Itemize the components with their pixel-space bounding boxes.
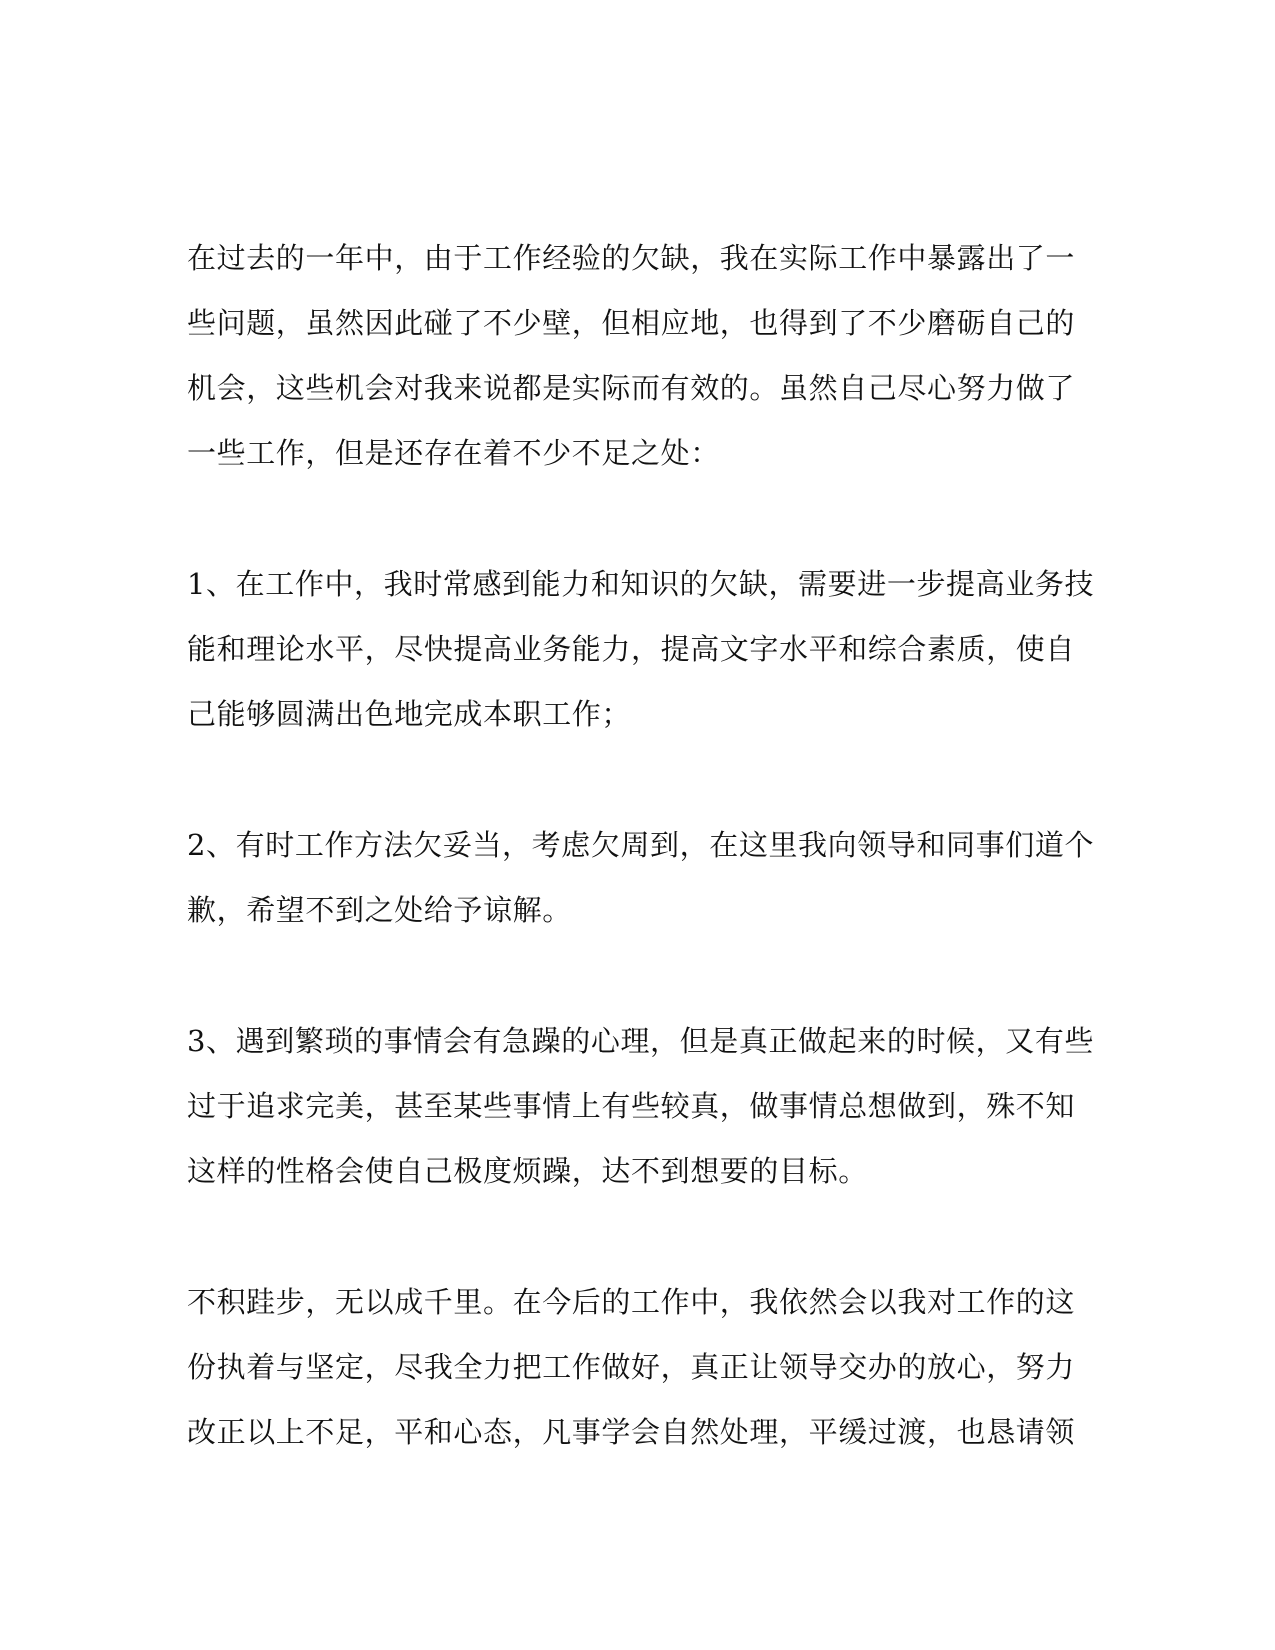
text-line: 这样的性格会使自己极度烦躁，达不到想要的目标。 [187,1154,868,1188]
text-line: 些问题，虽然因此碰了不少壁，但相应地，也得到了不少磨砺自己的 [187,306,1076,340]
text-line: 份执着与坚定，尽我全力把工作做好，真正让领导交办的放心，努力 [187,1350,1076,1384]
text-line: 不积跬步，无以成千里。在今后的工作中，我依然会以我对工作的这 [187,1285,1076,1319]
paragraph-item-2 [187,813,1095,943]
document-body [187,226,1095,1531]
text-line: 2、有时工作方法欠妥当，考虑欠周到，在这里我向领导和同事们道个 [187,828,1095,862]
text-line: 改正以上不足，平和心态，凡事学会自然处理，平缓过渡，也恳请领 [187,1415,1076,1449]
paragraph-item-1 [187,552,1095,747]
text-line: 1、在工作中，我时常感到能力和知识的欠缺，需要进一步提高业务技 [187,567,1095,601]
paragraph-item-3 [187,1009,1095,1204]
text-line: 机会，这些机会对我来说都是实际而有效的。虽然自己尽心努力做了 [187,371,1076,405]
paragraph-intro [187,226,1076,486]
text-line: 能和理论水平，尽快提高业务能力，提高文字水平和综合素质，使自 [187,632,1076,666]
text-line: 在过去的一年中，由于工作经验的欠缺，我在实际工作中暴露出了一 [187,241,1076,275]
text-line: 歉，希望不到之处给予谅解。 [187,893,572,927]
paragraph-conclusion [187,1270,1076,1465]
text-line: 过于追求完美，甚至某些事情上有些较真，做事情总想做到，殊不知 [187,1089,1076,1123]
text-line: 己能够圆满出色地完成本职工作； [187,697,632,731]
text-line: 一些工作，但是还存在着不少不足之处： [187,436,720,470]
text-line: 3、遇到繁琐的事情会有急躁的心理，但是真正做起来的时候，又有些 [187,1024,1095,1058]
